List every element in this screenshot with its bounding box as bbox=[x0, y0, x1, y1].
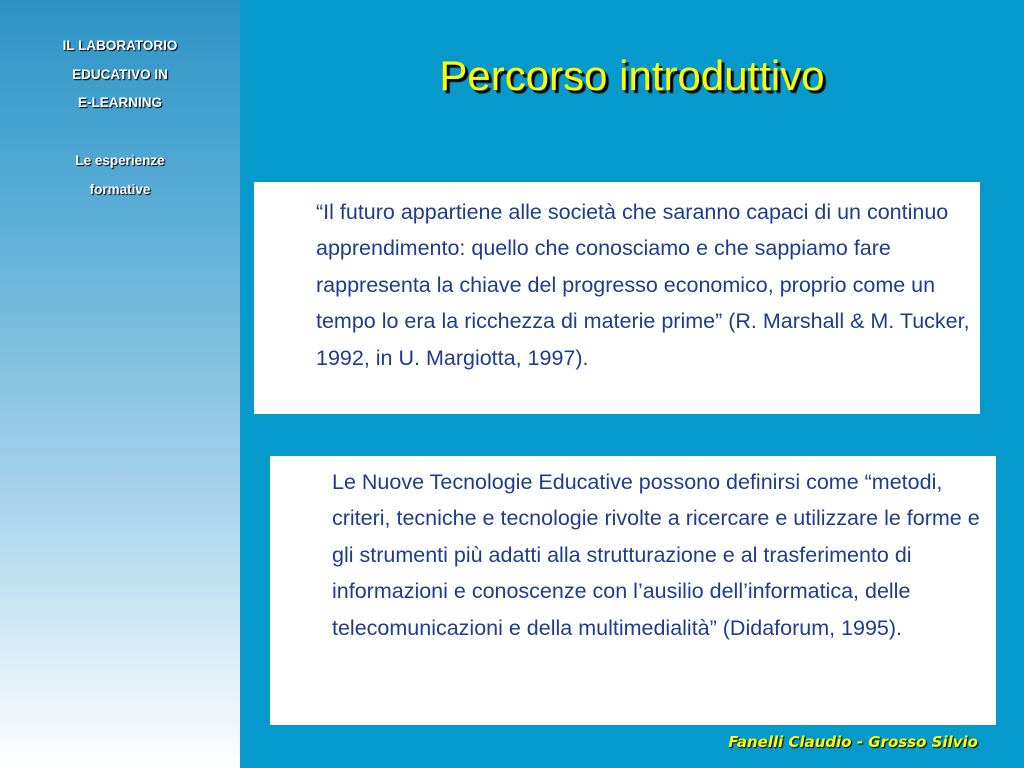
quote-box-marshall bbox=[254, 182, 980, 414]
sidebar-heading bbox=[0, 32, 240, 118]
footer-authors: Fanelli Claudio - Grosso Silvio bbox=[728, 733, 978, 751]
slide-title: Percorso introduttivo bbox=[439, 52, 825, 99]
quote-box-didaforum bbox=[270, 456, 996, 725]
sidebar-subheading-line: Le esperienze bbox=[75, 153, 165, 168]
sidebar-subheading bbox=[0, 147, 240, 204]
sidebar-heading-line: IL LABORATORIO bbox=[62, 38, 178, 53]
quote-text: “Il futuro appartiene alle società che saranno capaci di un continuo apprendimento: quello che conosciamo e che sappiamo fare rappresenta la chiave del progresso economico, proprio come un tempo lo era la ricchezza di materie prime” (R. Marshall & M. Tucker, 1992, in U. Margiotta, 1997). bbox=[316, 200, 970, 370]
quote-text: Le Nuove Tecnologie Educative possono definirsi come “metodi, criteri, tecniche e tecnologie rivolte a ricercare e utilizzare le forme e gli strumenti più adatti alla strutturazione e al trasferimento di informazioni e conoscenze con l’ausilio dell’informatica, delle telecomunicazioni e della multimedialità” (Didaforum, 1995). bbox=[332, 470, 980, 640]
sidebar-subheading-line: formative bbox=[89, 181, 151, 197]
sidebar-heading-line: E-LEARNING bbox=[78, 95, 162, 110]
sidebar-heading-line: EDUCATIVO IN bbox=[72, 66, 168, 82]
